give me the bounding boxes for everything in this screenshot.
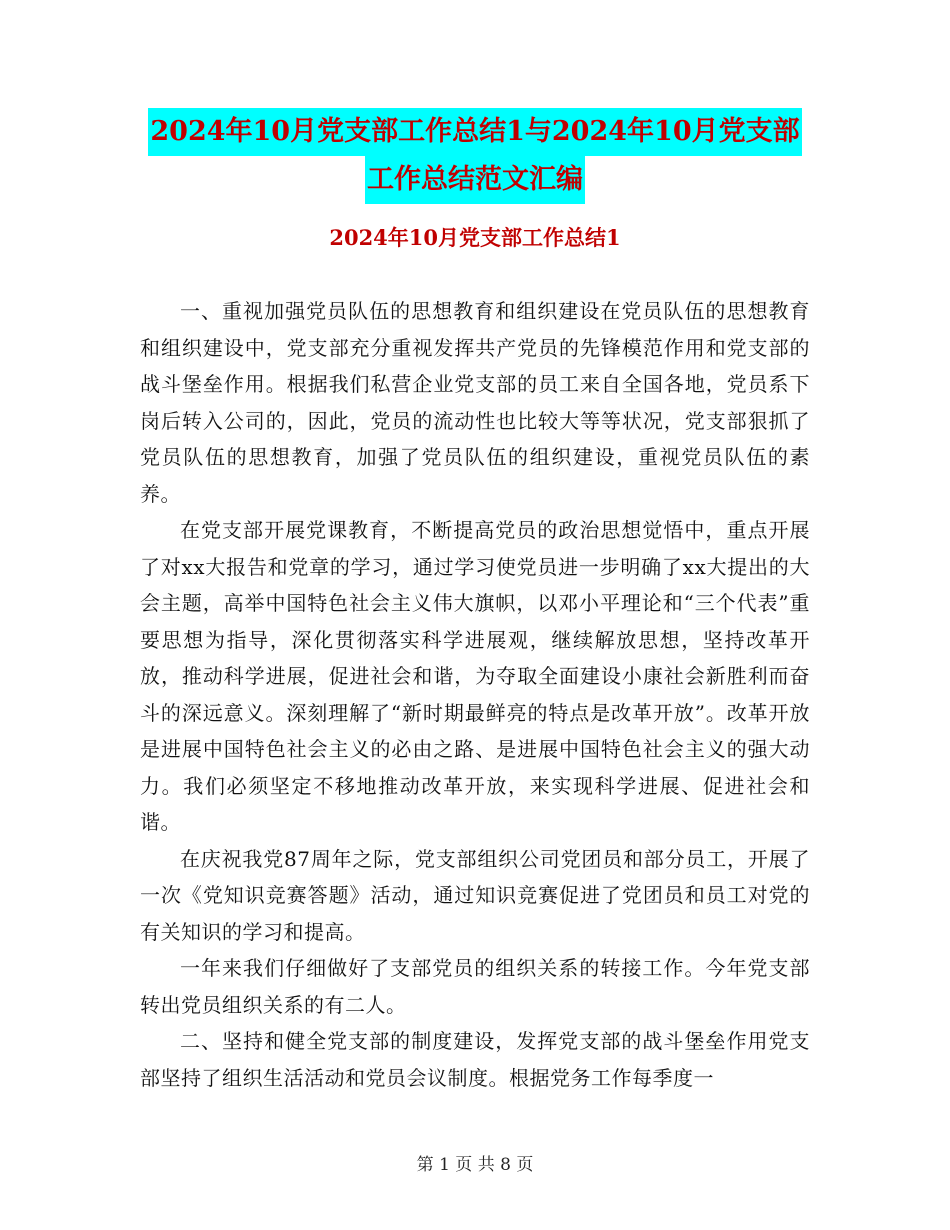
title-line-2: 工作总结范文汇编: [365, 156, 585, 204]
document-title: [140, 108, 810, 204]
body-text: [140, 293, 810, 1096]
section-heading: 2024年10月党支部工作总结1: [329, 225, 621, 250]
page-footer: 第 1 页 共 8 页: [416, 1155, 534, 1175]
paragraph: 在党支部开展党课教育，不断提高党员的政治思想觉悟中，重点开展了对xx大报告和党章的学习，通过学习使党员进一步明确了xx大提出的大会主题，高举中国特色社会主义伟大旗帜，以邓小平理论和“三个代表”重要思想为指导，深化贯彻落实科学进展观，继续解放思想，坚持改革开放，推动科学进展，促进社会和谐，为夺取全面建设小康社会新胜利而奋斗的深远意义。深刻理解了“新时期最鲜亮的特点是改革开放”。改革开放是进展中国特色社会主义的必由之路、是进展中国特色社会主义的强大动力。我们必须坚定不移地推动改革开放，来实现科学进展、促进社会和谐。: [140, 518, 810, 834]
paragraph: 在庆祝我党87周年之际，党支部组织公司党团员和部分员工，开展了一次《党知识竞赛答题》活动，通过知识竞赛促进了党团员和员工对党的有关知识的学习和提高。: [140, 846, 810, 944]
paragraph: 一年来我们仔细做好了支部党员的组织关系的转接工作。今年党支部转出党员组织关系的有二人。: [140, 956, 810, 1017]
paragraph: 二、坚持和健全党支部的制度建设，发挥党支部的战斗堡垒作用党支部坚持了组织生活活动和党员会议制度。根据党务工作每季度一: [140, 1029, 810, 1090]
paragraph: 一、重视加强党员队伍的思想教育和组织建设在党员队伍的思想教育和组织建设中，党支部充分重视发挥共产党员的先锋模范作用和党支部的战斗堡垒作用。根据我们私营企业党支部的员工来自全国各地，党员系下岗后转入公司的，因此，党员的流动性也比较大等等状况，党支部狠抓了党员队伍的思想教育，加强了党员队伍的组织建设，重视党员队伍的素养。: [140, 299, 810, 506]
title-line-1: 2024年10月党支部工作总结1与2024年10月党支部: [148, 108, 801, 156]
